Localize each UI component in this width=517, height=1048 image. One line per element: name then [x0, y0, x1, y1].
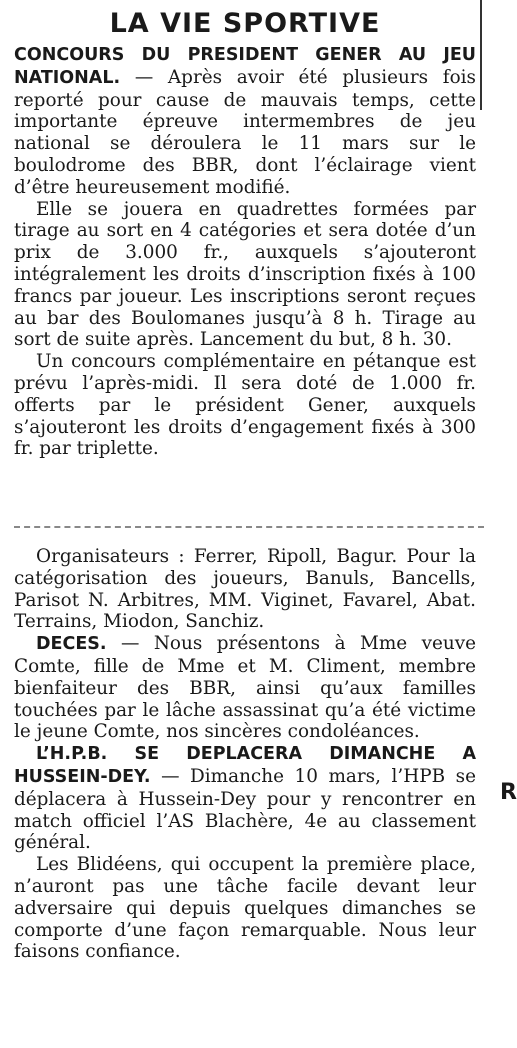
article-lead-deces: DECES.	[36, 634, 107, 655]
paragraph-petanque: Un concours complémentaire en pétanque est prévu l’après-midi. Il sera doté de 1.000 fr. offerts par le président Gener, auxquels s’ajouteront les droits d’engagement fixés à 300 fr. par triplette.	[14, 351, 476, 460]
paragraph-quadrettes: Elle se jouera en quadrettes formées par tirage au sort en 4 catégories et sera dotée d’un prix de 3.000 fr., auxquels s’ajouteront intégralement les droits d’inscription fixés à 100 francs par joueur. Les inscriptions seront reçues au bar des Boulomanes jusqu’à 8 h. Tirage au sort de suite après. Lancement du but, 8 h. 30.	[14, 198, 476, 351]
article-body-hpb: — Dimanche 10 mars, l’HPB se déplacera à Hussein-Dey pour y rencontrer en match officiel l’AS Blachère, 4e au classement général.	[14, 765, 476, 854]
article-lead-hpb: L’H.P.B. SE DEPLACERA DIMANCHE A HUSSEIN-DEY.	[14, 744, 476, 787]
article-block-2	[14, 546, 476, 963]
article-block-1	[14, 44, 476, 460]
paragraph-deces	[14, 633, 476, 743]
paragraph-organisateurs: Organisateurs : Ferrer, Ripoll, Bagur. Pour la catégorisation des joueurs, Banuls, Bancells, Parisot N. Arbitres, MM. Viginet, Favarel, Abat. Terrains, Miodon, Sanchiz.	[14, 546, 476, 633]
adjacent-column-fragment: R	[500, 780, 517, 805]
page-title: LA VIE SPORTIVE	[109, 8, 381, 39]
paragraph-blideens: Les Blidéens, qui occupent la première place, n’auront pas une tâche facile devant leur adversaire qui depuis quelques dimanches se comporte d’une façon remarquable. Nous leur faisons confiance.	[14, 854, 476, 963]
paragraph-concours	[14, 44, 476, 199]
section-divider	[14, 526, 484, 528]
paragraph-hpb	[14, 743, 476, 854]
article-lead-concours: CONCOURS DU PRESIDENT GENER AU JEU NATIONAL.	[14, 45, 476, 88]
article-body-deces: — Nous présentons à Mme veuve Comte, fille de Mme et M. Climent, membre bienfaiteur des BBR, ainsi qu’aux familles touchées par le lâche assassinat qu’a été victime le jeune Comte, nos sincères condoléances.	[14, 633, 476, 743]
article-body-concours: — Après avoir été plusieurs fois reporté pour cause de mauvais temps, cette importante épreuve intermembres de jeu national se déroulera le 11 mars sur le boulodrome des BBR, dont l’éclairage vient d’être heureusement modifié.	[14, 66, 476, 198]
